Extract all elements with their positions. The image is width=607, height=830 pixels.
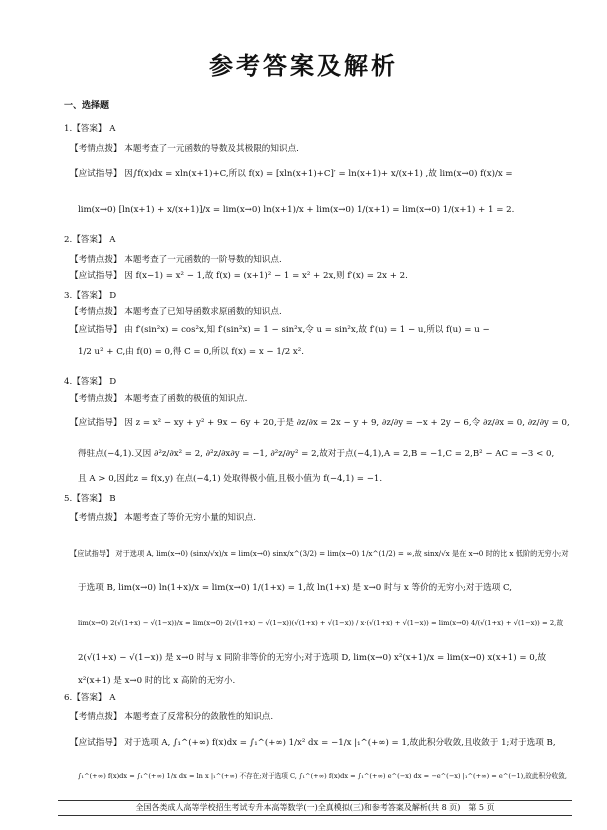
hint-3: 【考情点拨】 本题考查了已知导函数求原函数的知识点.: [70, 307, 282, 317]
answer-5: 5.【答案】 B: [64, 494, 116, 504]
guide-4: 【应试指导】 因 z = x² − xy + y² + 9x − 6y + 20,于是 ∂z/∂x = 2x − y + 9, ∂z/∂y = −x + 2y − 6,令 ∂z/∂x = 0, ∂z/∂y = 0,: [70, 418, 570, 428]
answer-2: 2.【答案】 A: [64, 235, 116, 245]
guide-6: 【应试指导】 对于选项 A, ∫₁^(+∞) f(x)dx = ∫₁^(+∞) 1/x² dx = −1/x |₁^(+∞) = 1,故此积分收敛,且收敛于 1;对于选项 B,: [70, 738, 556, 748]
guide-3: 【应试指导】 由 f′(sin²x) = cos²x,知 f′(sin²x) = 1 − sin²x,令 u = sin²x,故 f′(u) = 1 − u,所以 f(u) = u −: [70, 325, 490, 335]
hint-5: 【考情点拨】 本题考查了等价无穷小量的知识点.: [70, 513, 256, 523]
guide-5: 【应试指导】 对于选项 A, lim(x→0) (sinx/√x)/x = lim(x→0) sinx/x^(3/2) = lim(x→0) 1/x^(1/2) = ∞,故 sinx/√x 是在 x→0 时的比 x 低阶的无穷小;对: [70, 549, 569, 558]
guide-4-cont: 得驻点(−4,1).又因 ∂²z/∂x² = 2, ∂²z/∂x∂y = −1, ∂²z/∂y² = 2,故对于点(−4,1),A = 2,B = −1,C = 2,B² − AC = −3 < 0,: [78, 449, 555, 459]
hint-4: 【考情点拨】 本题考查了函数的极值的知识点.: [70, 394, 248, 404]
guide-5-cont2: lim(x→0) 2(√(1+x) − √(1−x))/x = lim(x→0) 2(√(1+x) − √(1−x))(√(1+x) + √(1−x)) / x·(√(1+x) + √(1−x)) = lim(x→0) 4/(√(1+x) + √(1−x)) = 2,故: [78, 619, 564, 627]
answer-3: 3.【答案】 D: [64, 291, 117, 301]
answer-1: 1.【答案】 A: [64, 124, 116, 134]
guide-3-cont: 1/2 u² + C,由 f(0) = 0,得 C = 0,所以 f(x) = x − 1/2 x².: [78, 347, 304, 357]
answer-6: 6.【答案】 A: [64, 693, 116, 703]
hint-6: 【考情点拨】 本题考查了反常积分的敛散性的知识点.: [70, 712, 274, 722]
section-heading: 一、选择题: [64, 101, 110, 111]
hint-2: 【考情点拨】 本题考查了一元函数的一阶导数的知识点.: [70, 255, 282, 265]
guide-5-cont4: x²(x+1) 是 x→0 时的比 x 高阶的无穷小.: [78, 676, 236, 686]
guide-5-cont3: 2(√(1+x) − √(1−x)) 是 x→0 时与 x 同阶非等价的无穷小;对于选项 D, lim(x→0) x²(x+1)/x = lim(x→0) x(x+1) = 0,故: [78, 653, 547, 663]
guide-2: 【应试指导】 因 f(x−1) = x² − 1,故 f(x) = (x+1)² − 1 = x² + 2x,则 f′(x) = 2x + 2.: [70, 271, 408, 281]
page-title: 参考答案及解析: [209, 52, 398, 80]
guide-6-cont: ∫₁^(+∞) f(x)dx = ∫₁^(+∞) 1/x dx = ln x |₁^(+∞) 不存在;对于选项 C, ∫₁^(+∞) f(x)dx = ∫₁^(+∞) e^(−x) dx = −e^(−x) |₁^(+∞) = e^(−1),故此积分收敛,: [78, 772, 567, 780]
guide-5-cont: 于选项 B, lim(x→0) ln(1+x)/x = lim(x→0) 1/(1+x) = 1,故 ln(1+x) 是 x→0 时与 x 等价的无穷小;对于选项 C,: [78, 583, 513, 593]
guide-4-cont2: 且 A > 0,因此z = f(x,y) 在点(−4,1) 处取得极小值,且极小值为 f(−4,1) = −1.: [78, 474, 383, 484]
answer-4: 4.【答案】 D: [64, 377, 117, 387]
guide-1-cont: lim(x→0) [ln(x+1) + x/(x+1)]/x = lim(x→0) ln(x+1)/x + lim(x→0) 1/(x+1) = lim(x→0) 1/(x+1) + 1 = 2.: [78, 205, 515, 215]
page-footer: 全国各类成人高等学校招生考试专升本高等数学(一)全真模拟(三)和参考答案及解析(共 8 页) 第 5 页: [58, 800, 572, 816]
guide-1: 【应试指导】 因∫f(x)dx = xln(x+1)+C,所以 f(x) = [xln(x+1)+C]′ = ln(x+1)+ x/(x+1) ,故 lim(x→0) f(x)/x =: [70, 169, 513, 179]
hint-1: 【考情点拨】 本题考查了一元函数的导数及其极限的知识点.: [70, 144, 299, 154]
